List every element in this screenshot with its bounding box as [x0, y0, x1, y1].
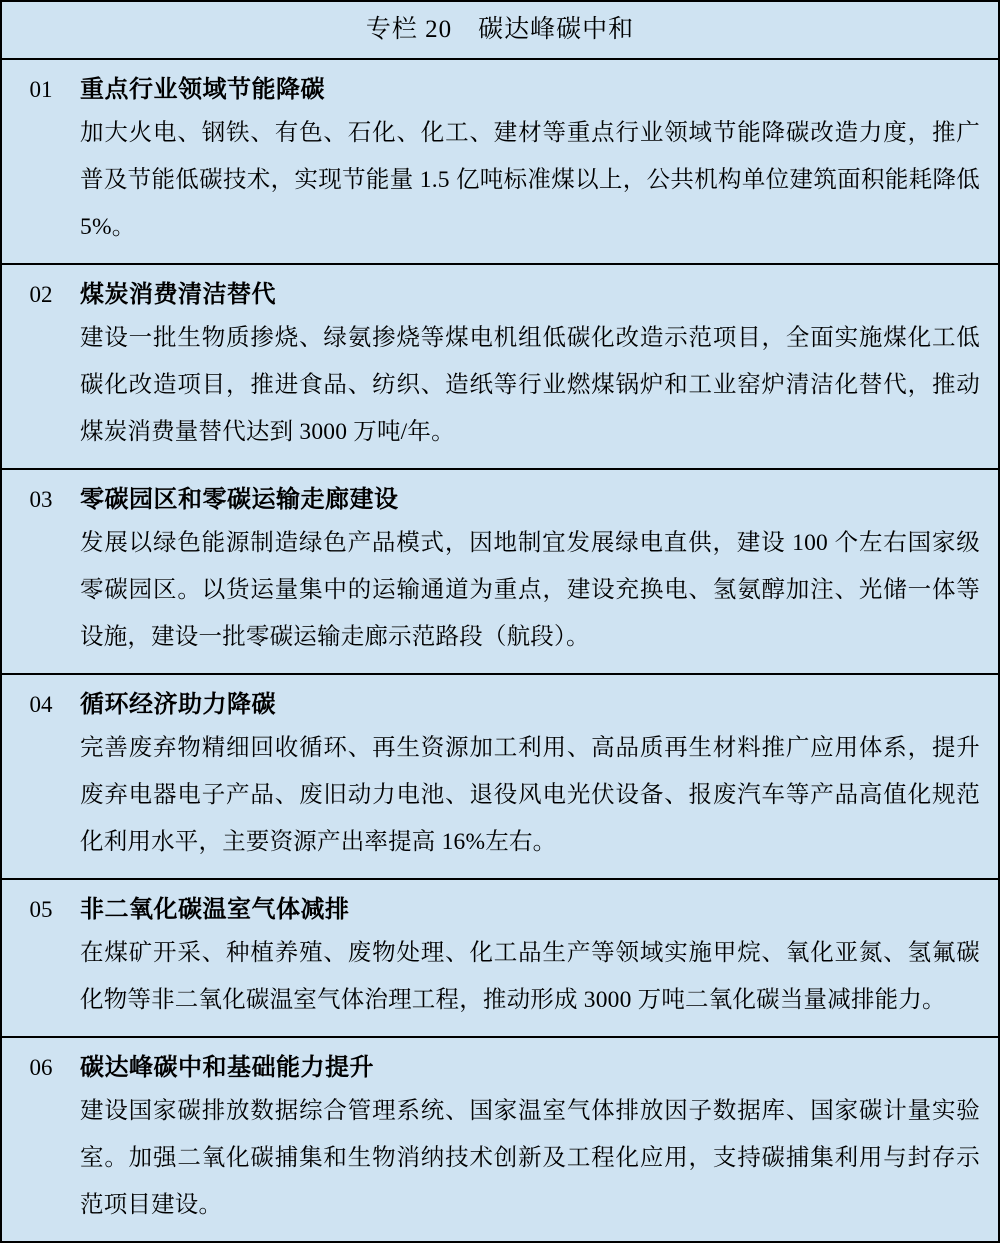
- list-item: [2, 675, 998, 878]
- item-heading: 循环经济助力降碳: [80, 692, 276, 718]
- list-item: [2, 265, 998, 468]
- item-text: 发展以绿色能源制造绿色产品模式，因地制宜发展绿电直供，建设 100 个左右国家级零碳园区。以货运量集中的运输通道为重点，建设充换电、氢氨醇加注、光储一体等设施，建设一批零碳运输走廊示范路段（航段）。: [80, 530, 980, 650]
- list-item: [2, 1038, 998, 1241]
- item-text: 加大火电、钢铁、有色、石化、化工、建材等重点行业领域节能降碳改造力度，推广普及节能低碳技术，实现节能量 1.5 亿吨标准煤以上，公共机构单位建筑面积能耗降低 5%。: [80, 120, 980, 240]
- item-body: [80, 275, 998, 456]
- list-item: [2, 470, 998, 673]
- item-heading: 零碳园区和零碳运输走廊建设: [80, 487, 399, 513]
- item-body: [80, 1048, 998, 1229]
- item-heading: 碳达峰碳中和基础能力提升: [80, 1055, 374, 1081]
- item-number: 04: [29, 692, 53, 717]
- item-number: 05: [29, 897, 53, 922]
- item-text: 完善废弃物精细回收循环、再生资源加工利用、高品质再生材料推广应用体系，提升废弃电器电子产品、废旧动力电池、退役风电光伏设备、报废汽车等产品高值化规范化利用水平，主要资源产出率提高 16%左右。: [80, 735, 980, 855]
- list-item: [2, 60, 998, 263]
- item-number: 03: [29, 487, 53, 512]
- item-text: 在煤矿开采、种植养殖、废物处理、化工品生产等领域实施甲烷、氧化亚氮、氢氟碳化物等非二氧化碳温室气体治理工程，推动形成 3000 万吨二氧化碳当量减排能力。: [80, 940, 980, 1013]
- item-heading: 非二氧化碳温室气体减排: [80, 897, 350, 923]
- item-text: 建设国家碳排放数据综合管理系统、国家温室气体排放因子数据库、国家碳计量实验室。加强二氧化碳捕集和生物消纳技术创新及工程化应用，支持碳捕集利用与封存示范项目建设。: [80, 1098, 980, 1218]
- item-number: 02: [29, 282, 53, 307]
- item-heading: 重点行业领域节能降碳: [80, 77, 325, 103]
- item-body: [80, 480, 998, 661]
- item-body: [80, 685, 998, 866]
- box-title: 专栏 20 碳达峰碳中和: [365, 16, 635, 43]
- item-number: 01: [29, 77, 53, 102]
- item-text: 建设一批生物质掺烧、绿氨掺烧等煤电机组低碳化改造示范项目，全面实施煤化工低碳化改造项目，推进食品、纺织、造纸等行业燃煤锅炉和工业窑炉清洁化替代，推动煤炭消费量替代达到 3000 万吨/年。: [80, 325, 980, 445]
- item-number: 06: [29, 1055, 53, 1080]
- item-heading: 煤炭消费清洁替代: [80, 282, 276, 308]
- list-item: [2, 880, 998, 1036]
- item-body: [80, 890, 998, 1024]
- item-body: [80, 70, 998, 251]
